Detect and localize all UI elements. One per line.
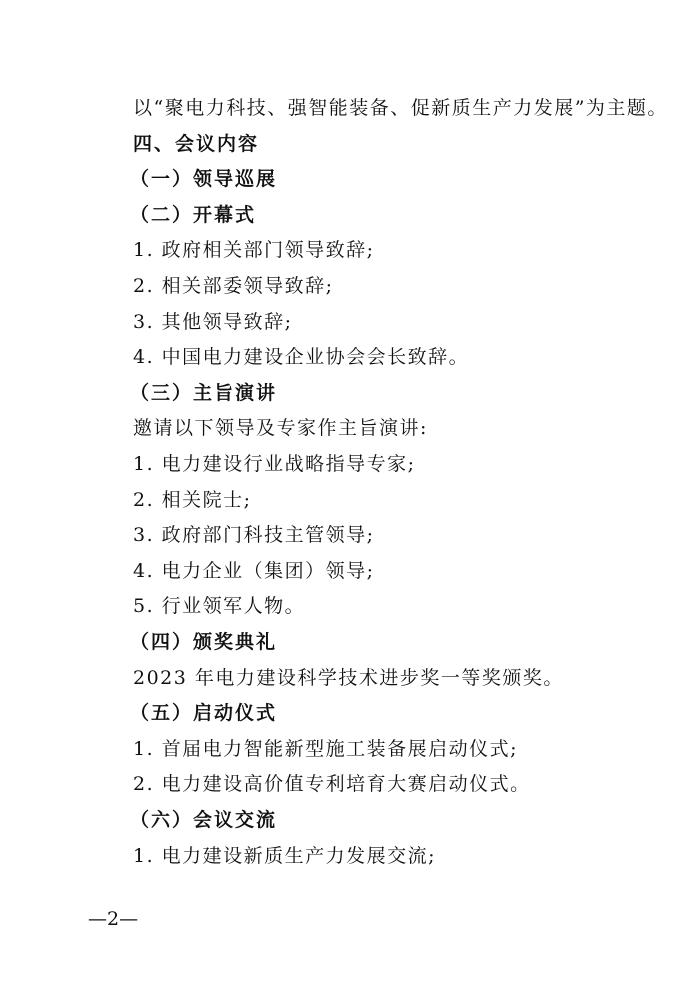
paragraph-line: 2. 相关院士; — [133, 489, 252, 511]
section-heading: （一）领导巡展 — [130, 168, 278, 190]
paragraph-line: 邀请以下领导及专家作主旨演讲: — [133, 417, 428, 439]
paragraph-line: 4. 电力企业（集团）领导; — [133, 560, 375, 582]
paragraph-line: 2. 电力建设高价值专利培育大赛启动仪式。 — [133, 773, 531, 795]
paragraph-line: 2023 年电力建设科学技术进步奖一等奖颁奖。 — [133, 667, 564, 689]
paragraph-line: 1. 首届电力智能新型施工装备展启动仪式; — [133, 738, 519, 760]
paragraph-line: 4. 中国电力建设企业协会会长致辞。 — [133, 346, 470, 368]
paragraph-line: 以“聚电力科技、强智能装备、促新质生产力发展”为主题。 — [133, 97, 668, 119]
paragraph-line: 1. 电力建设新质生产力发展交流; — [133, 845, 437, 867]
paragraph-line: 1. 政府相关部门领导致辞; — [133, 239, 375, 261]
page-number: —2— — [88, 908, 139, 930]
section-heading: （四）颁奖典礼 — [130, 631, 278, 653]
section-heading: （五）启动仪式 — [130, 702, 278, 724]
paragraph-line: 2. 相关部委领导致辞; — [133, 275, 334, 297]
paragraph-line: 3. 政府部门科技主管领导; — [133, 524, 375, 546]
section-heading: （三）主旨演讲 — [130, 382, 278, 404]
section-heading: （六）会议交流 — [130, 809, 278, 831]
paragraph-line: 1. 电力建设行业战略指导专家; — [133, 453, 416, 475]
section-heading: 四、会议内容 — [133, 133, 260, 155]
paragraph-line: 5. 行业领军人物。 — [133, 595, 306, 617]
paragraph-line: 3. 其他领导致辞; — [133, 311, 293, 333]
section-heading: （二）开幕式 — [130, 204, 257, 226]
